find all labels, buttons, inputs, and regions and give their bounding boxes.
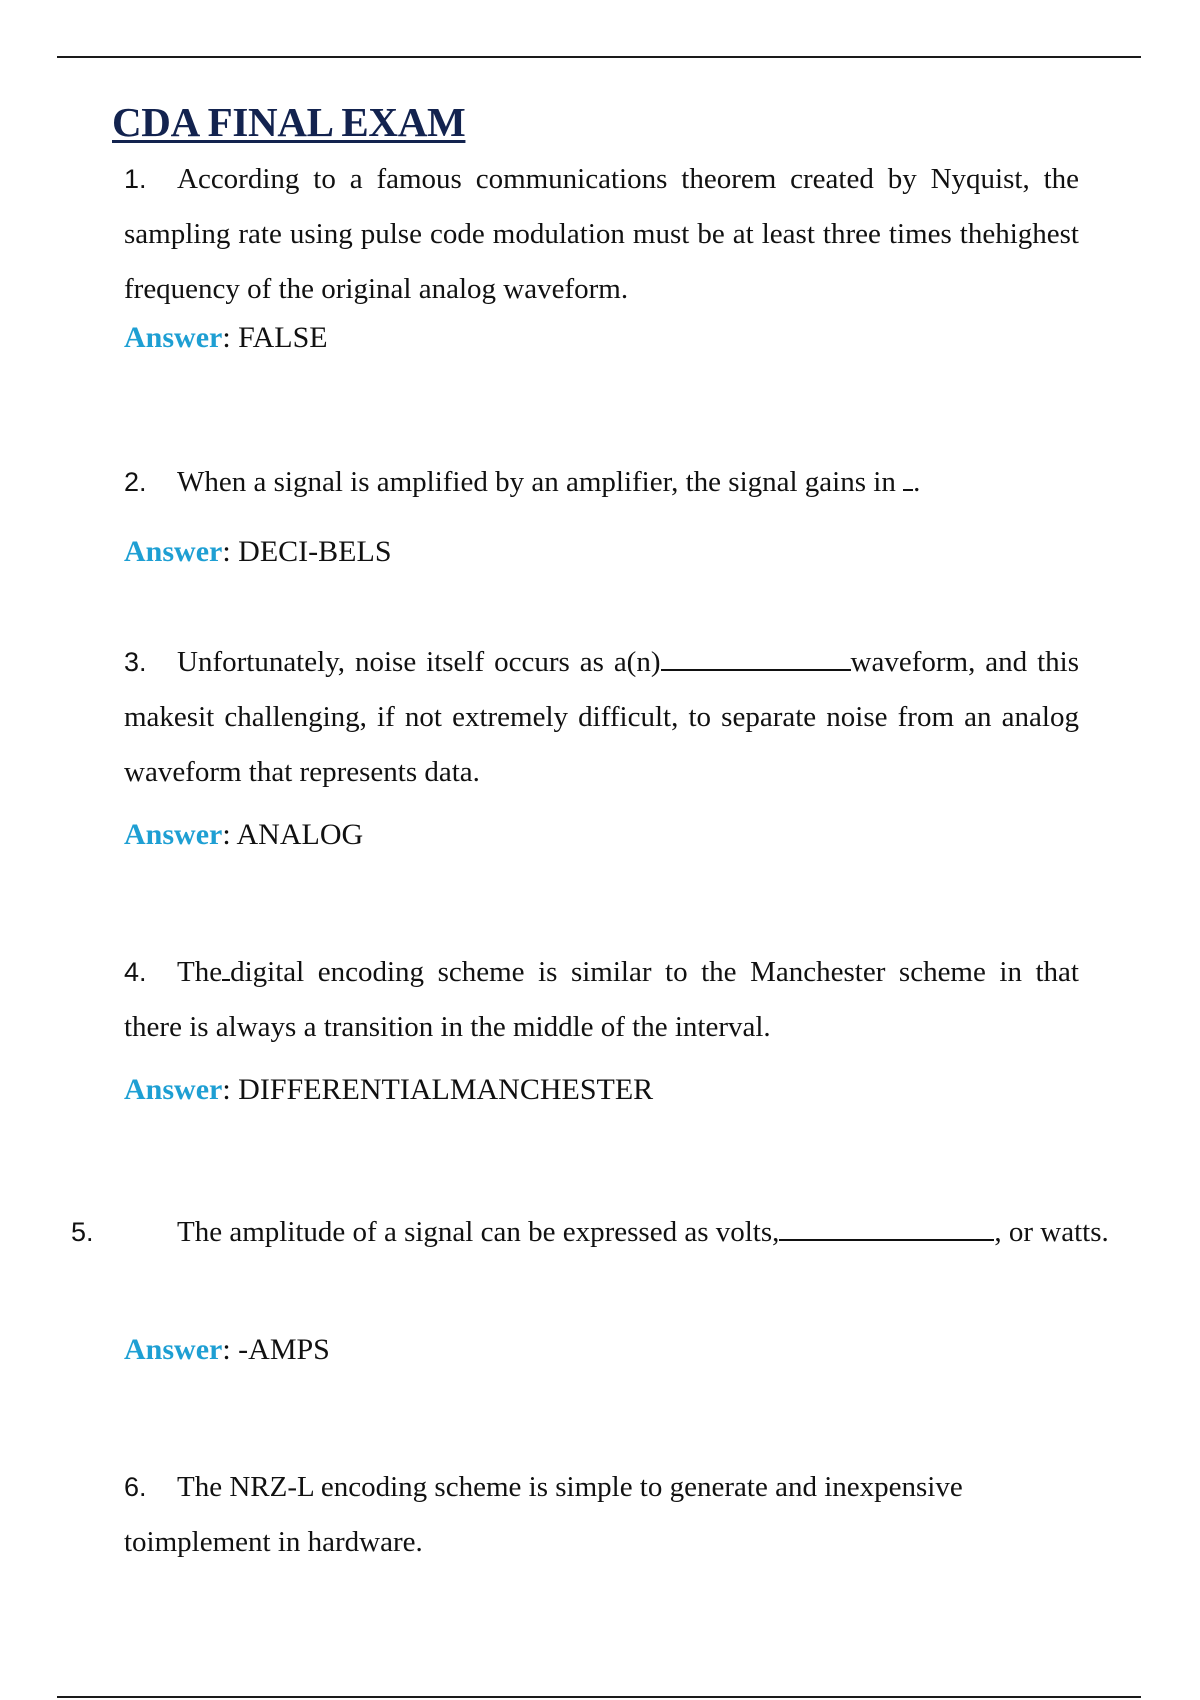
answer-label: Answer (124, 1073, 223, 1106)
question-text: Unfortunately, noise itself occurs as a(n) (177, 646, 661, 678)
answer-blank (661, 641, 851, 671)
answer-separator: : (222, 535, 239, 568)
question-text-end: . (913, 466, 921, 498)
question-number: 1. (124, 164, 147, 194)
answer-label: Answer (124, 1333, 223, 1366)
answer-label: Answer (124, 818, 223, 851)
answer-separator: : (222, 321, 239, 354)
answer-value: DECI-BELS (238, 535, 392, 568)
bottom-rule (57, 1696, 1141, 1698)
question-number: 5. (71, 1217, 94, 1247)
answer-label: Answer (124, 535, 223, 568)
page-title: CDA FINAL EXAM (112, 99, 466, 145)
question-text: The amplitude of a signal can be expressed as volts, (177, 1216, 780, 1248)
top-rule (57, 56, 1141, 58)
question-text: When a signal is amplified by an amplifier, the signal gains in (177, 466, 904, 498)
question-text-end: waveform, and this makesit challenging, if not extremely difficult, to separate noise from an analog waveform that represents data. (124, 646, 1079, 788)
answer-blank (903, 461, 913, 491)
answer-1 (124, 318, 328, 358)
question-text-end: , or watts. (994, 1216, 1109, 1248)
question-4 (124, 945, 1079, 1055)
question-text: The (177, 956, 223, 988)
answer-separator: : (222, 818, 237, 851)
answer-4 (124, 1070, 653, 1110)
question-5 (71, 1205, 1132, 1260)
question-text-end: digital encoding scheme is similar to the Manchester scheme in that there is always a transition in the middle of the interval. (124, 956, 1079, 1043)
question-number: 2. (124, 467, 147, 497)
answer-value: ANALOG (236, 818, 364, 851)
answer-value: FALSE (238, 321, 328, 354)
answer-3 (124, 815, 363, 855)
answer-value: DIFFERENTIALMANCHESTER (238, 1073, 654, 1106)
answer-separator: : (222, 1333, 239, 1366)
question-number: 4. (124, 957, 147, 987)
answer-5 (124, 1330, 330, 1370)
answer-separator: : (222, 1073, 239, 1106)
question-text: According to a famous communications theorem created by Nyquist, the sampling rate using pulse code modulation must be at least three times thehighest frequency of the original analog waveform. (124, 163, 1079, 305)
question-text: The NRZ-L encoding scheme is simple to generate and inexpensive toimplement in hardware. (124, 1471, 963, 1558)
answer-blank (222, 951, 230, 981)
answer-label: Answer (124, 321, 223, 354)
question-2 (124, 455, 1079, 510)
question-1 (124, 152, 1079, 317)
question-number: 6. (124, 1472, 147, 1502)
question-3 (124, 635, 1079, 800)
answer-value: -AMPS (238, 1333, 330, 1366)
answer-2 (124, 532, 392, 572)
question-number: 3. (124, 647, 147, 677)
question-6 (124, 1460, 1059, 1570)
answer-blank (779, 1211, 994, 1241)
